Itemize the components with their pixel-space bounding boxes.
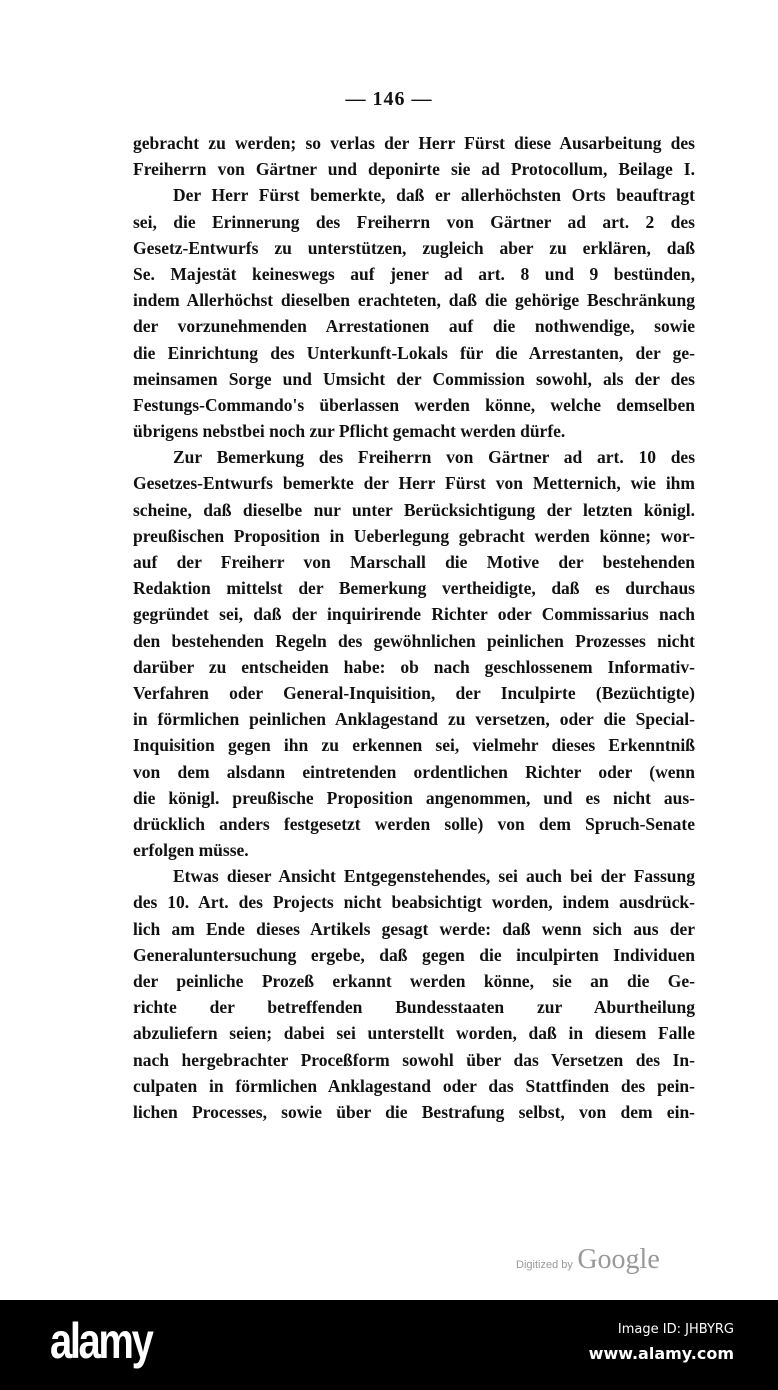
text-line: die Einrichtung des Unterkunft-Lokals für die Arrestanten, der ge- — [133, 342, 695, 363]
google-logo: Google — [577, 1244, 660, 1275]
text-line: sei, die Erinnerung des Freiherrn von Gärtner ad art. 2 des — [133, 211, 695, 232]
text-line: von dem alsdann eintretenden ordentlichen Richter oder (wenn — [133, 761, 695, 782]
text-line: die königl. preußische Proposition angenommen, und es nicht aus- — [133, 787, 695, 808]
text-line: drücklich anders festgesetzt werden solle) von dem Spruch-Senate — [133, 813, 695, 834]
text-line: Generaluntersuchung ergebe, daß gegen die inculpirten Individuen — [133, 944, 695, 965]
text-line: darüber zu entscheiden habe: ob nach geschlossenem Informativ- — [133, 656, 695, 677]
text-line: nach hergebrachter Proceßform sowohl über das Versetzen des In- — [133, 1049, 695, 1070]
digitized-by-google-watermark — [516, 1244, 660, 1276]
text-line: Etwas dieser Ansicht Entgegenstehendes, sei auch bei der Fassung — [173, 866, 695, 887]
text-line: der peinliche Prozeß erkannt werden könne, sie an die Ge- — [133, 971, 695, 991]
text-line: Inquisition gegen ihn zu erkennen sei, vielmehr dieses Erkenntniß — [133, 735, 695, 756]
text-line: culpaten in förmlichen Anklagestand oder das Stattfinden des pein- — [133, 1075, 695, 1096]
alamy-url: www.alamy.com — [588, 1344, 734, 1363]
text-line: Redaktion mittelst der Bemerkung vertheidigte, daß es durchaus — [133, 578, 695, 599]
text-line: lichen Processes, sowie über die Bestrafung selbst, von dem ein- — [133, 1101, 695, 1122]
text-line: abzuliefern seien; dabei sei unterstellt worden, daß in diesem Falle — [133, 1023, 695, 1044]
text-line: preußischen Proposition in Ueberlegung gebracht werden könne; wor- — [133, 525, 695, 546]
text-line: den bestehenden Regeln des gewöhnlichen peinlichen Prozesses nicht — [133, 630, 695, 651]
text-line: Freiherrn von Gärtner und deponirte sie ad Protocollum, Beilage I. — [133, 159, 695, 180]
text-line: gegründet sei, daß der inquirirende Richter oder Commissarius nach — [133, 604, 695, 625]
alamy-banner — [0, 1300, 778, 1390]
text-line: des 10. Art. des Projects nicht beabsichtigt worden, indem ausdrück- — [133, 892, 695, 913]
text-line: Gesetz-Entwurfs zu unterstützen, zugleich aber zu erklären, daß — [133, 237, 695, 258]
text-line: scheine, daß dieselbe nur unter Berücksichtigung der letzten königl. — [133, 499, 695, 520]
text-line: Der Herr Fürst bemerkte, daß er allerhöchsten Orts beauftragt — [173, 185, 695, 206]
text-line: lich am Ende dieses Artikels gesagt werde: daß wenn sich aus der — [133, 918, 695, 939]
text-line: Gesetzes-Entwurfs bemerkte der Herr Fürst von Metternich, wie ihm — [133, 473, 695, 494]
image-id: Image ID: JHBYRG — [617, 1322, 734, 1337]
text-line: richte der betreffenden Bundesstaaten zur Aburtheilung — [133, 997, 695, 1018]
text-line: Verfahren oder General-Inquisition, der Inculpirte (Bezüchtigte) — [133, 682, 695, 703]
text-line: auf der Freiherr von Marschall die Motive der bestehenden — [133, 552, 695, 572]
watermark-prefix: Digitized by — [516, 1259, 573, 1271]
text-line: Zur Bemerkung des Freiherrn von Gärtner ad art. 10 des — [173, 447, 695, 468]
text-line: der vorzunehmenden Arrestationen auf die nothwendige, sowie — [133, 316, 695, 337]
page-number: — 146 — — [345, 88, 433, 110]
text-line: Festungs-Commando's überlassen werden könne, welche demselben — [133, 394, 695, 415]
text-line: gebracht zu werden; so verlas der Herr Fürst diese Ausarbeitung des — [133, 133, 695, 153]
alamy-logo: alamy — [50, 1313, 152, 1369]
text-line: meinsamen Sorge und Umsicht der Commission sowohl, als der des — [133, 368, 695, 389]
text-line: übrigens nebstbei noch zur Pflicht gemacht werden dürfe. — [133, 421, 566, 442]
page-body-text — [133, 130, 695, 1125]
text-line: Se. Majestät keineswegs auf jener ad art. 8 und 9 bestünden, — [133, 263, 695, 284]
text-line: in förmlichen peinlichen Anklagestand zu versetzen, oder die Special- — [133, 709, 695, 730]
text-line: indem Allerhöchst dieselben erachteten, daß die gehörige Beschränkung — [133, 290, 695, 311]
text-line: erfolgen müsse. — [133, 840, 249, 861]
